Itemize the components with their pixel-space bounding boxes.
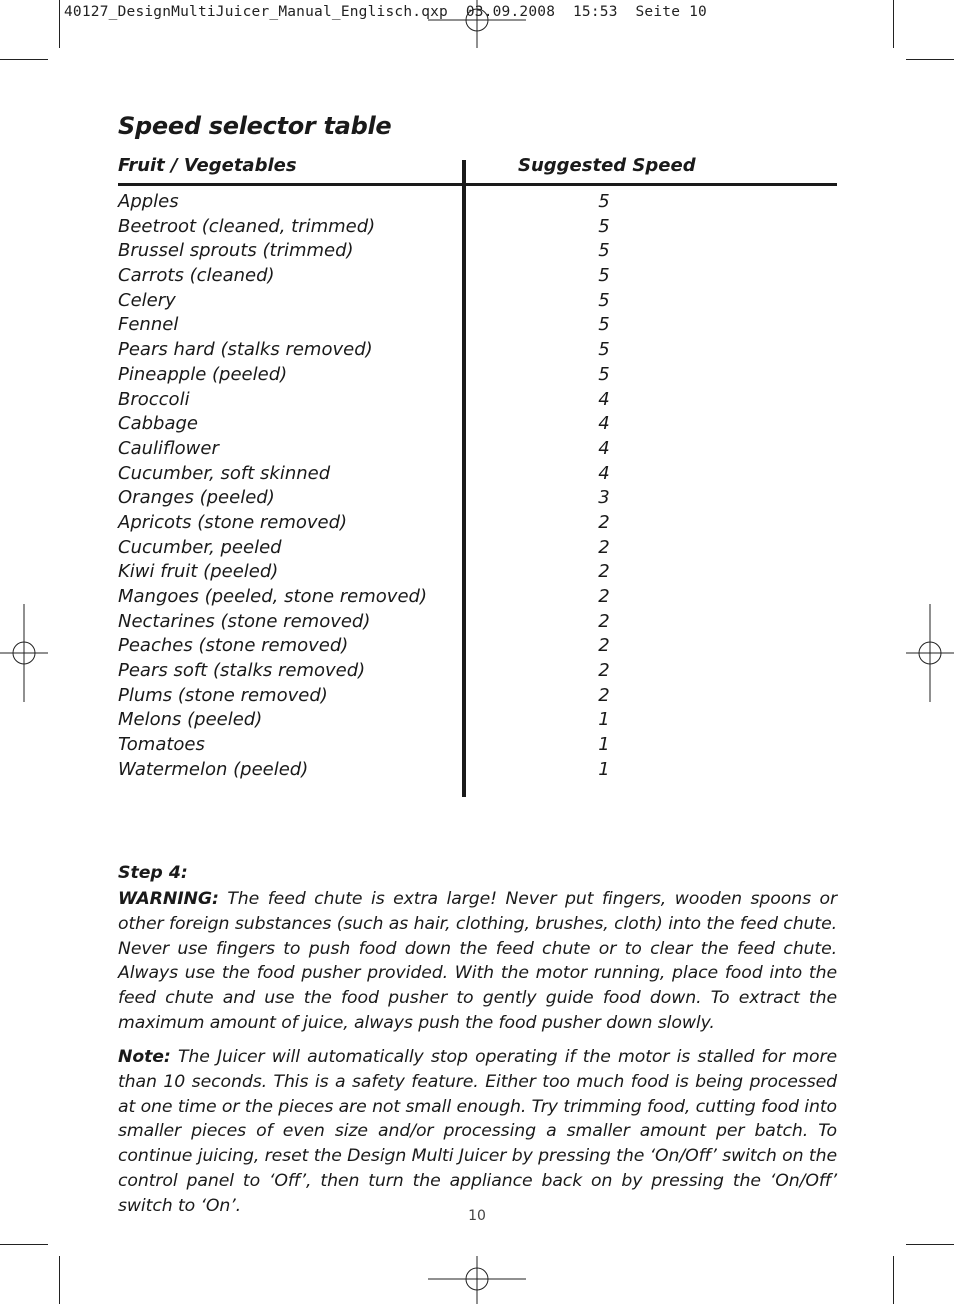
note-text: The Juicer will automatically stop operating if the motor is stalled for more than 10 seconds. This is a safety feature. Either too much food is being processed at one time or the pieces are not small enough. Try trimming food, cutting food into smaller pieces of even size and/or processing a smaller amount per batch. To continue juicing, reset the Design Multi Juicer by pressing the ‘On/Off’ switch on the control panel to ‘Off’, then turn the appliance back on by pressing the ‘On/Off’ switch to ‘On’. [118,1047,837,1216]
speed-value: 2 [598,610,610,632]
fruit-name: Oranges (peeled) [118,487,275,509]
fruit-name: Carrots (cleaned) [118,265,275,287]
registration-mark-right [906,604,954,702]
speed-value: 5 [598,314,610,336]
fruit-name: Apricots (stone removed) [118,511,348,533]
crop-mark [893,1256,894,1304]
speed-value: 4 [598,413,610,435]
table-row [118,462,718,487]
speed-value: 2 [598,586,610,607]
crop-mark [0,59,48,60]
column-header-speed: Suggested Speed [518,155,696,176]
fruit-name: Peaches (stone removed) [118,635,349,657]
table-row [118,486,718,511]
speed-value: 4 [598,462,610,484]
speed-value: 1 [598,734,610,756]
fruit-name: Beetroot (cleaned, trimmed) [118,215,376,237]
table-row [118,610,718,635]
fruit-name: Cauliflower [118,437,219,459]
table-row [118,215,718,240]
note-paragraph [118,1045,837,1219]
table-row [118,437,718,462]
table-row [118,560,718,585]
fruit-name: Plums (stone removed) [118,684,328,706]
speed-value: 2 [598,536,610,558]
crop-mark [59,0,60,48]
fruit-name: Fennel [118,314,179,336]
speed-value: 5 [598,363,610,385]
crop-mark [906,1244,954,1245]
registration-mark-left [0,604,48,702]
page-title: Speed selector table [118,112,392,140]
crop-mark [893,0,894,48]
speed-value: 3 [598,487,610,509]
page-number: 10 [468,1208,486,1224]
registration-mark-top [428,0,526,48]
fruit-name: Broccoli [118,388,190,410]
column-header-fruit: Fruit / Vegetables [118,155,297,176]
speed-table-body [118,190,718,783]
speed-value: 2 [598,635,610,657]
speed-value: 2 [598,561,610,583]
print-slug-line: 40127_DesignMultiJuicer_Manual_Englisch.qxp 03.09.2008 15:53 Seite 10 [64,4,707,20]
table-row [118,412,718,437]
table-row [118,758,718,783]
table-row [118,733,718,758]
fruit-name: Celery [118,289,176,311]
speed-value: 5 [598,215,610,237]
table-row [118,363,718,388]
fruit-name: Apples [118,191,179,212]
table-row [118,708,718,733]
table-row [118,536,718,561]
fruit-name: Melons (peeled) [118,709,263,731]
speed-value: 5 [598,265,610,287]
table-row [118,388,718,413]
table-row [118,634,718,659]
fruit-name: Kiwi fruit (peeled) [118,561,279,583]
fruit-name: Tomatoes [118,734,205,756]
speed-value: 2 [598,511,610,533]
table-row [118,338,718,363]
table-row [118,684,718,709]
speed-value: 4 [598,388,610,410]
speed-value: 1 [598,758,610,780]
warning-text: The feed chute is extra large! Never put fingers, wooden spoons or other foreign substances (such as hair, clothing, brushes, cloth) into the feed chute. Never use fingers to push food down the feed chute or to clear the feed chute. Always use the food pusher provided. With the motor running, place food into the feed chute and use the food pusher to gently guide food down. To extract the maximum amount of juice, always push the food pusher down slowly. [118,889,837,1033]
crop-mark [0,1244,48,1245]
warning-label: WARNING: [118,889,219,909]
table-row [118,659,718,684]
table-header-rule [118,183,837,186]
fruit-name: Pears soft (stalks removed) [118,660,366,682]
fruit-name: Cabbage [118,413,198,435]
table-row [118,313,718,338]
speed-value: 5 [598,240,610,262]
step-heading: Step 4: [118,863,188,883]
speed-value: 5 [598,289,610,311]
table-row [118,264,718,289]
fruit-name: Cucumber, peeled [118,536,282,558]
note-label: Note: [118,1047,171,1067]
fruit-name: Watermelon (peeled) [118,758,309,780]
fruit-name: Nectarines (stone removed) [118,610,371,632]
crop-mark [906,59,954,60]
table-row [118,585,718,610]
fruit-name: Cucumber, soft skinned [118,462,331,484]
registration-mark-bottom [428,1256,526,1304]
table-row [118,190,718,215]
speed-value: 5 [598,191,610,212]
speed-value: 4 [598,437,610,459]
table-row [118,511,718,536]
table-row [118,289,718,314]
fruit-name: Brussel sprouts (trimmed) [118,240,354,262]
speed-value: 1 [598,709,610,731]
speed-value: 5 [598,339,610,361]
fruit-name: Pineapple (peeled) [118,363,288,385]
speed-value: 2 [598,684,610,706]
fruit-name: Pears hard (stalks removed) [118,339,373,361]
crop-mark [59,1256,60,1304]
fruit-name: Mangoes (peeled, stone removed) [118,586,427,607]
speed-value: 2 [598,660,610,682]
warning-paragraph [118,887,837,1036]
table-row [118,239,718,264]
